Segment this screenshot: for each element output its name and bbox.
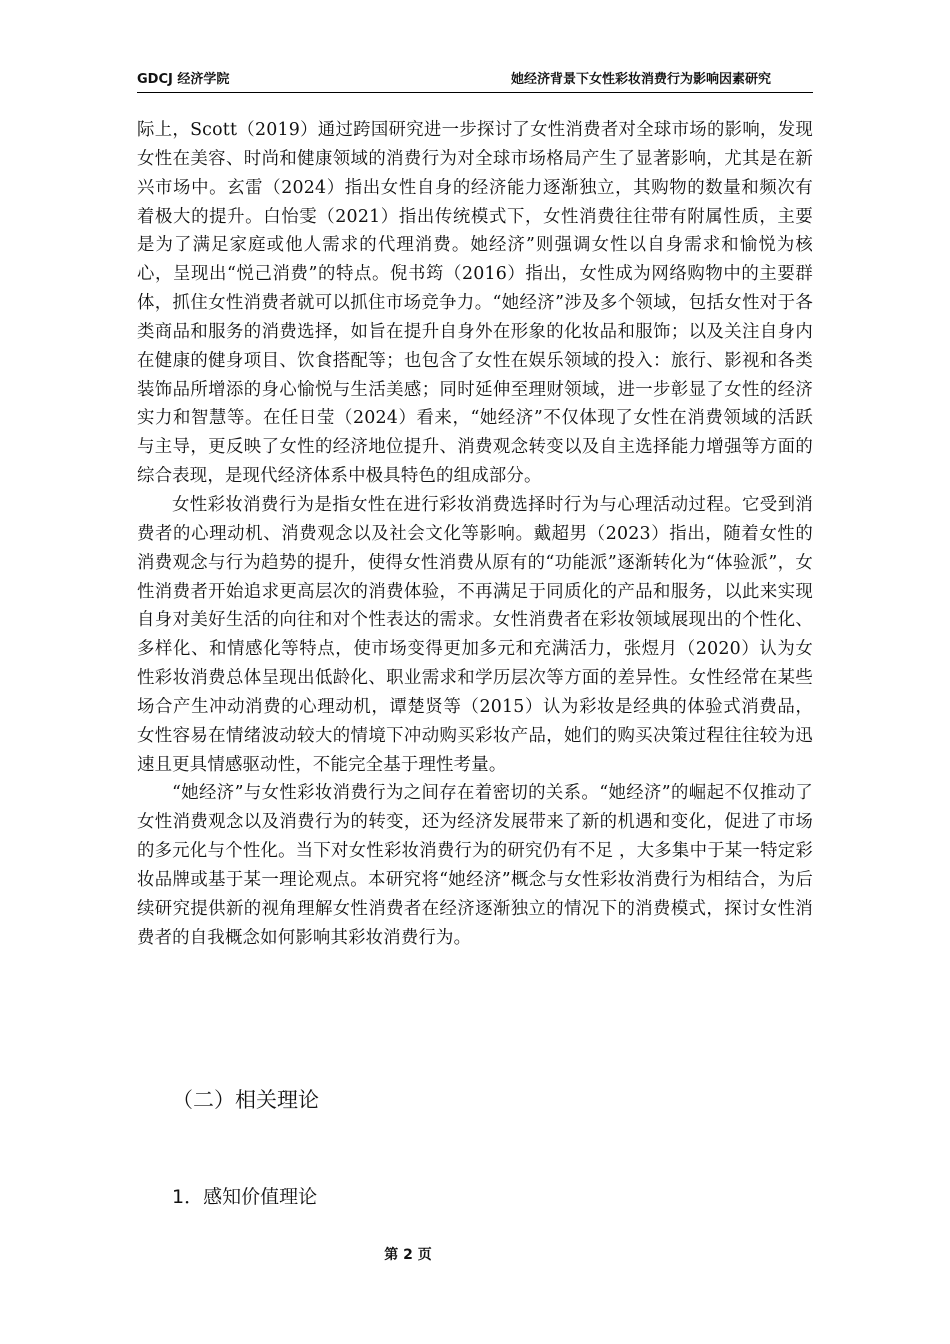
paragraph-relationship: “她经济”与女性彩妆消费行为之间存在着密切的关系。“她经济”的崛起不仅推动了女性消费观念以及消费行为的转变，还为经济发展带来了新的机遇和变化，促进了市场的多元化与个性化。当下对女性彩妆消费行为的研究仍有不足 ，大多集中于某一特定彩妆品牌或基于某一理论观点。本研究将“她经济”概念与女性彩妆消费行为相结合，为后续研究提供新的视角理解女性消费者在经济逐渐独立的情况下的消费模式，探讨女性消费者的自我概念如何影响其彩妆消费行为。 [137,783,813,948]
header-institution: GDCJ 经济学院 [137,72,230,87]
body-text [137,116,813,952]
section-heading: （二）相关理论 [172,1088,319,1112]
subsection-heading: 1．感知价值理论 [172,1186,318,1208]
paragraph-cosmetics-behavior: 女性彩妆消费行为是指女性在进行彩妆消费选择时行为与心理活动过程。它受到消费者的心理动机、消费观念以及社会文化等影响。戴超男（2023）指出，随着女性的消费观念与行为趋势的提升，使得女性消费从原有的“功能派”逐渐转化为“体验派”，女性消费者开始追求更高层次的消费体验，不再满足于同质化的产品和服务，以此来实现自身对美好生活的向往和对个性表达的需求。女性消费者在彩妆领域展现出的个性化、多样化、和情感化等特点，使市场变得更加多元和充满活力，张煜月（2020）认为女性彩妆消费总体呈现出低龄化、职业需求和学历层次等方面的差异性。女性经常在某些场合产生冲动消费的心理动机，谭楚贤等（2015）认为彩妆是经典的体验式消费品，女性容易在情绪波动较大的情境下冲动购买彩妆产品，她们的购买决策过程往往较为迅速且更具情感驱动性，不能完全基于理性考量。 [137,494,813,775]
page-header [137,70,813,93]
page-number: 第 2 页 [384,1247,432,1263]
paragraph-continuation: 际上，Scott（2019）通过跨国研究进一步探讨了女性消费者对全球市场的影响，发现女性在美容、时尚和健康领域的消费行为对全球市场格局产生了显著影响，尤其是在新兴市场中。玄雷（2024）指出女性自身的经济能力逐渐独立，其购物的数量和频次有着极大的提升。白怡雯（2021）指出传统模式下，女性消费往往带有附属性质，主要是为了满足家庭或他人需求的代理消费。她经济”则强调女性以自身需求和愉悦为核心，呈现出“悦己消费”的特点。倪书筠（2016）指出，女性成为网络购物中的主要群体，抓住女性消费者就可以抓住市场竞争力。“她经济”涉及多个领域，包括女性对于各类商品和服务的消费选择，如旨在提升自身外在形象的化妆品和服饰；以及关注自身内在健康的健身项目、饮食搭配等；也包含了女性在娱乐领域的投入：旅行、影视和各类装饰品所增添的身心愉悦与生活美感；同时延伸至理财领域，进一步彰显了女性的经济实力和智慧等。在任日莹（2024）看来，“她经济”不仅体现了女性在消费领域的活跃与主导，更反映了女性的经济地位提升、消费观念转变以及自主选择能力增强等方面的综合表现，是现代经济体系中极具特色的组成部分。 [137,120,813,487]
header-thesis-title: 她经济背景下女性彩妆消费行为影响因素研究 [510,72,771,87]
